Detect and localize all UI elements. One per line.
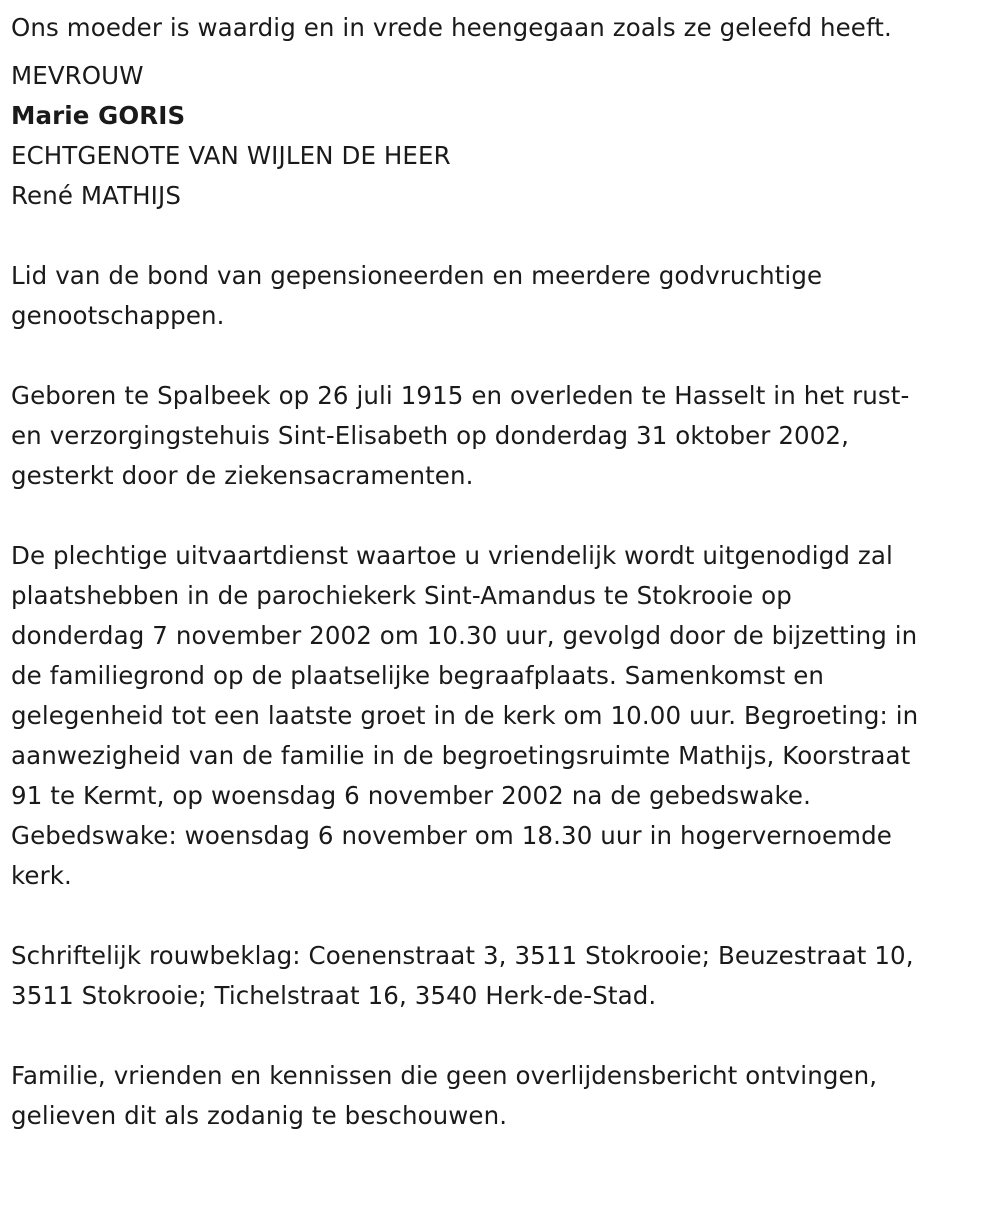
relation-text: ECHTGENOTE VAN WIJLEN DE HEER [11,141,451,170]
funeral-paragraph [11,536,1000,896]
spacer [11,896,1000,936]
paragraph-line: aanwezigheid van de familie in de begroetingsruimte Mathijs, Koorstraat [11,741,911,770]
spacer [11,216,1000,256]
paragraph-line: Lid van de bond van gepensioneerden en meerdere godvruchtige [11,261,823,290]
spouse-name: René MATHIJS [11,181,181,210]
condolences-paragraph [11,936,1000,1016]
deceased-name: Marie GORIS [11,101,186,130]
paragraph-line: 3511 Stokrooie; Tichelstraat 16, 3540 Herk-de-Stad. [11,981,657,1010]
title-prefix: MEVROUW [11,61,144,90]
name-block [11,56,1000,216]
membership-paragraph [11,256,1000,336]
paragraph-line: gelieven dit als zodanig te beschouwen. [11,1101,508,1130]
paragraph-line: genootschappen. [11,301,225,330]
paragraph-line: Gebedswake: woensdag 6 november om 18.30 uur in hogervernoemde [11,821,892,850]
spacer [11,496,1000,536]
paragraph-line: Geboren te Spalbeek op 26 juli 1915 en overleden te Hasselt in het rust- [11,381,910,410]
paragraph-line: Schriftelijk rouwbeklag: Coenenstraat 3, 3511 Stokrooie; Beuzestraat 10, [11,941,914,970]
paragraph-line: 91 te Kermt, op woensdag 6 november 2002 na de gebedswake. [11,781,811,810]
birth-death-paragraph [11,376,1000,496]
spacer [11,1016,1000,1056]
paragraph-line: en verzorgingstehuis Sint-Elisabeth op donderdag 31 oktober 2002, [11,421,850,450]
paragraph-line: gelegenheid tot een laatste groet in de kerk om 10.00 uur. Begroeting: in [11,701,919,730]
paragraph-line: kerk. [11,861,72,890]
paragraph-line: de familiegrond op de plaatselijke begraafplaats. Samenkomst en [11,661,825,690]
intro-text: Ons moeder is waardig en in vrede heengegaan zoals ze geleefd heeft. [11,13,892,42]
paragraph-line: Familie, vrienden en kennissen die geen overlijdensbericht ontvingen, [11,1061,878,1090]
spacer [11,48,1000,56]
paragraph-line: plaatshebben in de parochiekerk Sint-Amandus te Stokrooie op [11,581,792,610]
spacer [11,336,1000,376]
paragraph-line: gesterkt door de ziekensacramenten. [11,461,474,490]
notice-paragraph [11,1056,1000,1136]
paragraph-line: De plechtige uitvaartdienst waartoe u vriendelijk wordt uitgenodigd zal [11,541,893,570]
paragraph-line: donderdag 7 november 2002 om 10.30 uur, gevolgd door de bijzetting in [11,621,918,650]
